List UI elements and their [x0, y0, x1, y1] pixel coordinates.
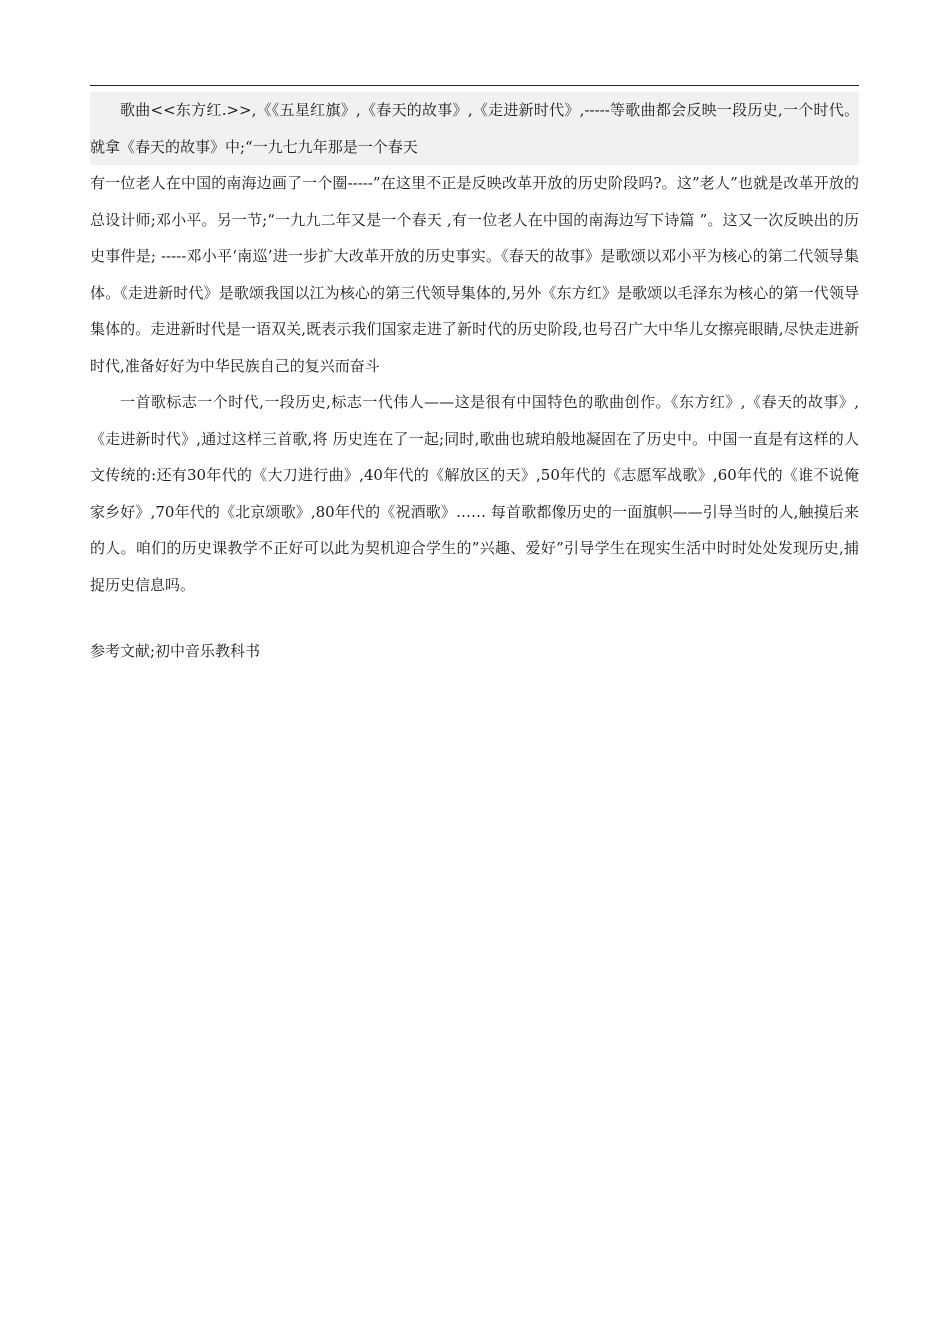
paragraph-2: 一首歌标志一个时代,一段历史,标志一代伟人——这是很有中国特色的歌曲创作。《东方红》,《春天的故事》,《走进新时代》,通过这样三首歌,将 历史连在了一起;同时,歌曲也琥珀般地凝固在了历史中。中国一直是有这样的人文传统的:还有30年代的《大刀进行曲》,40年代的《解放区的天》,50年代的《志愿军战歌》,60年代的《谁不说俺家乡好》,70年代的《北京颂歌》,80年代的《祝酒歌》…… 每首歌都像历史的一面旗帜——引导当时的人,触摸后来的人。咱们的历史课教学不正好可以此为契机迎合学生的”兴趣、爱好”引导学生在现实生活中时时处处发现历史,捕捉历史信息吗。 — [90, 393, 859, 594]
paragraph-1-continued: 有一位老人在中国的南海边画了一个圈-----”在这里不正是反映改革开放的历史阶段吗?。这”老人”也就是改革开放的总设计师;邓小平。另一节;“一九九二年又是一个春天 ,有一位老人在中国的南海边写下诗篇 ”。这又一次反映出的历史事件是; -----邓小平‘南巡’进一步扩大改革开放的历史事实。《春天的故事》是歌颂以邓小平为核心的第二代领导集体。《走进新时代》是歌颂我国以江为核心的第三代领导集体的,另外《东方红》是歌颂以毛泽东为核心的第一代领导集体的。走进新时代是一语双关,既表示我们国家走进了新时代的历史阶段,也号召广大中华儿女擦亮眼睛,尽快走进新时代,准备好好为中华民族自己的复兴而奋斗 — [90, 174, 859, 375]
reference-line: 参考文献;初中音乐教科书 — [90, 642, 261, 660]
paragraph-1-shaded: 歌曲<<东方红.>>,《《五星红旗》,《春天的故事》,《走进新时代》,-----等歌曲都会反映一段历史,一个时代。就拿《春天的故事》中;“一九七九年那是一个春天 — [90, 92, 859, 165]
header-rule — [90, 85, 859, 86]
document-body — [90, 92, 859, 669]
